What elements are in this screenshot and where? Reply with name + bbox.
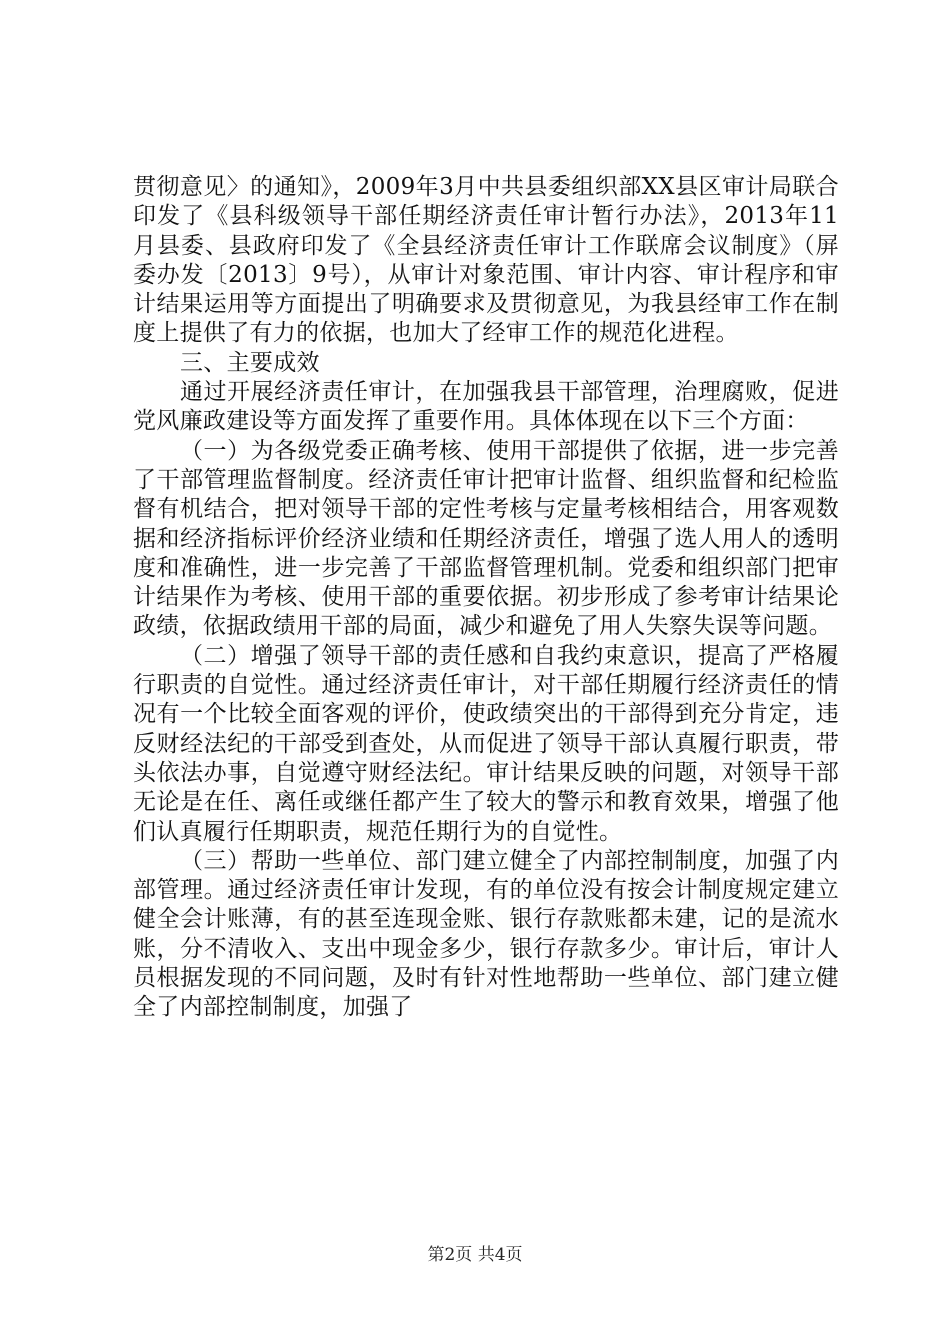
paragraph-intro: 通过开展经济责任审计，在加强我县干部管理，治理腐败，促进党风廉政建设等方面发挥了重要作用。具体体现在以下三个方面： (133, 379, 839, 435)
paragraph-item-2: （二）增强了领导干部的责任感和自我约束意识，提高了严格履行职责的自觉性。通过经济责任审计，对干部任期履行经济责任的情况有一个比较全面客观的评价，使政绩突出的干部得到充分肯定，违反财经法纪的干部受到查处，从而促进了领导干部认真履行职责，带头依法办事，自觉遵守财经法纪。审计结果反映的问题，对领导干部无论是在任、离任或继任都产生了较大的警示和教育效果，增强了他们认真履行任期职责，规范任期行为的自觉性。 (133, 642, 839, 845)
paragraph-continuation: 贯彻意见〉的通知》，2009年3月中共县委组织部XX县区审计局联合印发了《县科级领导干部任期经济责任审计暂行办法》，2013年11月县委、县政府印发了《全县经济责任审计工作联席会议制度》（屏委办发〔2013〕9号），从审计对象范围、审计内容、审计程序和审计结果运用等方面提出了明确要求及贯彻意见，为我县经审工作在制度上提供了有力的依据，也加大了经审工作的规范化进程。 (133, 174, 839, 347)
page-number-footer: 第2页 共4页 (427, 1245, 523, 1265)
document-body (133, 173, 839, 1023)
paragraph-item-3: （三）帮助一些单位、部门建立健全了内部控制制度，加强了内部管理。通过经济责任审计发现，有的单位没有按会计制度规定建立健全会计账薄，有的甚至连现金账、银行存款账都未建，记的是流水账，分不清收入、支出中现金多少，银行存款多少。审计后，审计人员根据发现的不同问题，及时有针对性地帮助一些单位、部门建立健全了内部控制制度，加强了 (133, 847, 839, 1021)
paragraph-item-1: （一）为各级党委正确考核、使用干部提供了依据，进一步完善了干部管理监督制度。经济责任审计把审计监督、组织监督和纪检监督有机结合，把对领导干部的定性考核与定量考核相结合，用客观数据和经济指标评价经济业绩和任期经济责任，增强了选人用人的透明度和准确性，进一步完善了干部监督管理机制。党委和组织部门把审计结果作为考核、使用干部的重要依据。初步形成了参考审计结果论政绩，依据政绩用干部的局面，减少和避免了用人失察失误等问题。 (133, 437, 839, 640)
section-heading: 三、主要成效 (180, 349, 320, 376)
